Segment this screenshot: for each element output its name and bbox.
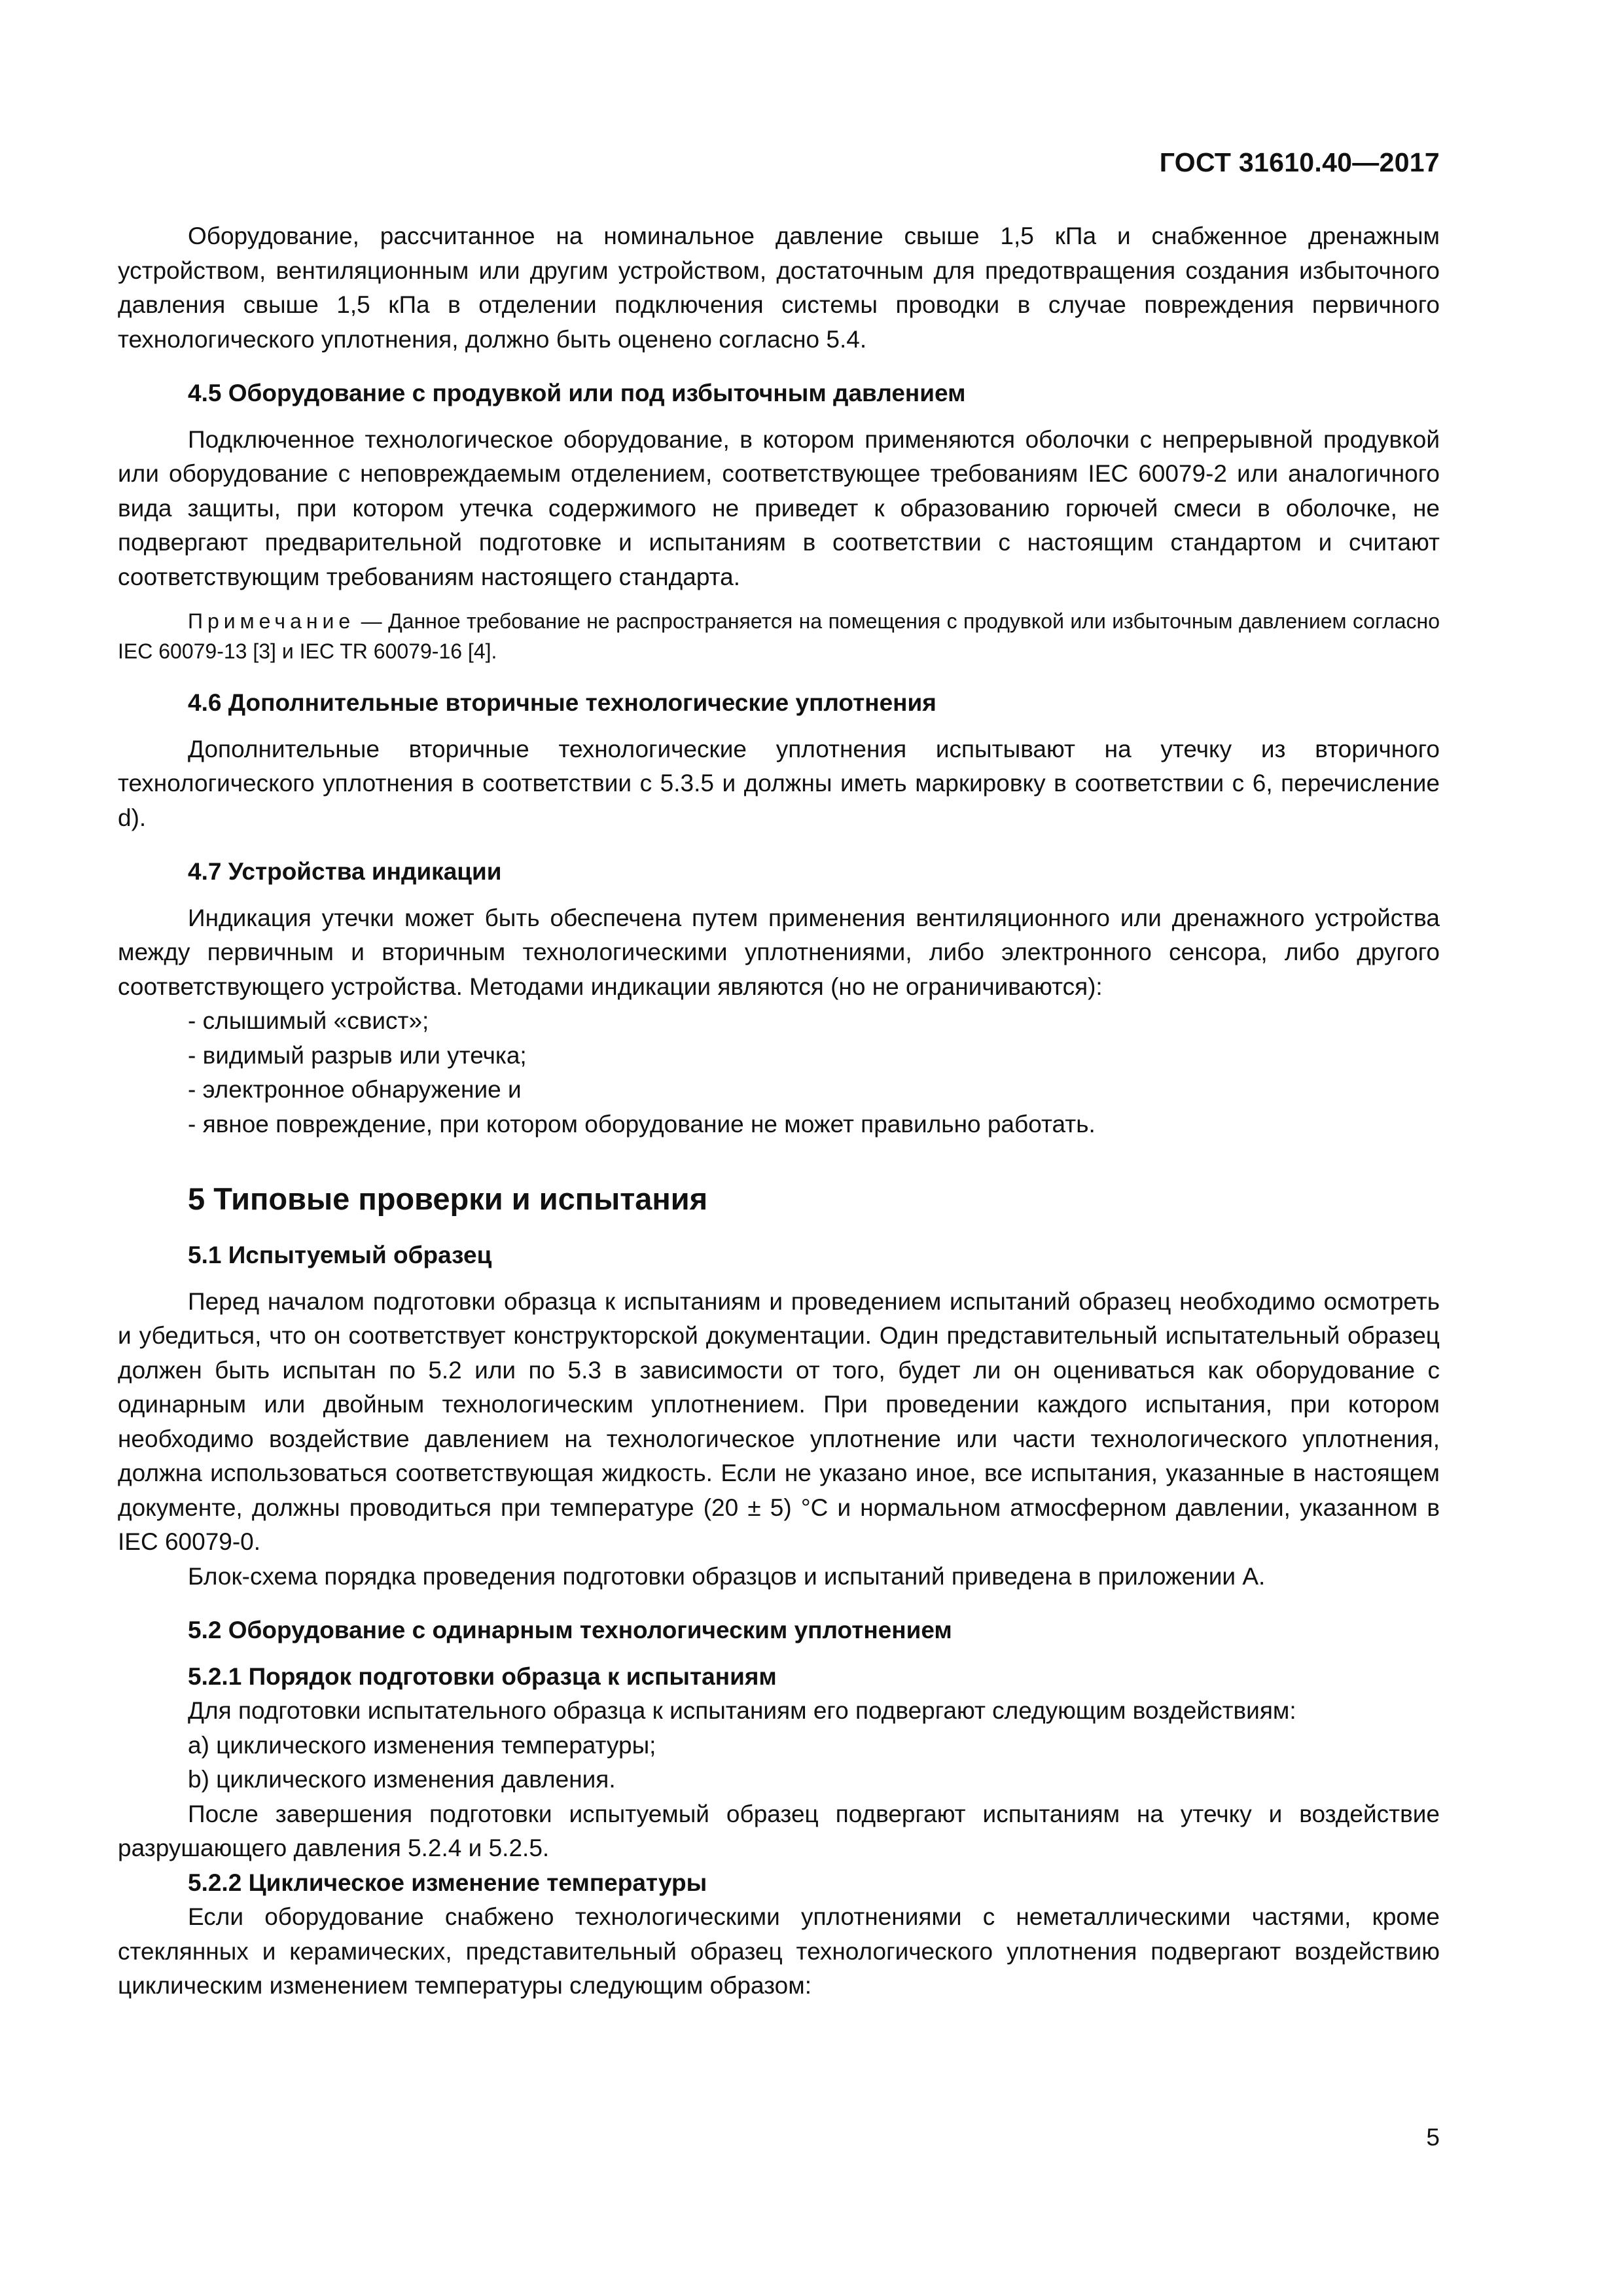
section-5-heading: 5 Типовые проверки и испытания bbox=[188, 1181, 708, 1216]
section-5-2-heading: 5.2 Оборудование с одинарным технологическим уплотнением bbox=[188, 1617, 952, 1643]
intro-paragraph: Оборудование, рассчитанное на номинальное давление свыше 1,5 кПа и снабженное дренажным устройством, вентиляционным или другим устройством, достаточным для предотвращения создания избыточного давления свыше 1,5 кПа в отделении подключения системы проводки в случае повреждения первичного технологического уплотнения, должно быть оценено согласно 5.4. bbox=[118, 223, 1440, 353]
section-4-5-note bbox=[118, 606, 1440, 666]
list-item: b) циклического изменения давления. bbox=[188, 1766, 616, 1793]
list-item: - видимый разрыв или утечка; bbox=[188, 1039, 1440, 1073]
section-4-5-heading: 4.5 Оборудование с продувкой или под избыточным давлением bbox=[188, 380, 966, 406]
section-4-6-heading: 4.6 Дополнительные вторичные технологические уплотнения bbox=[188, 689, 936, 716]
section-5-2-1-heading: 5.2.1 Порядок подготовки образца к испытаниям bbox=[188, 1662, 777, 1690]
section-5-2-2-paragraph: Если оборудование снабжено технологическими уплотнениями с неметаллическими частями, кроме стеклянных и керамических, представительный образец технологического уплотнения подвергают воздействию циклическим изменением температуры следующим образом: bbox=[118, 1903, 1440, 1999]
section-4-6-paragraph: Дополнительные вторичные технологические уплотнения испытывают на утечку из вторичного технологического уплотнения в соответствии с 5.3.5 и должны иметь маркировку в соответствии с 6, перечисление d). bbox=[118, 735, 1440, 831]
section-4-7-heading: 4.7 Устройства индикации bbox=[188, 858, 502, 885]
spacer bbox=[118, 1594, 1440, 1613]
section-4-5-paragraph: Подключенное технологическое оборудование, в котором применяются оболочки с непрерывной продувкой или оборудование с неповреждаемым отделением, соответствующее требованиям IEC 60079-2 или аналогичного вида защиты, при котором утечка содержимого не приведет к образованию горючей смеси в оболочке, не подвергают предварительной подготовке и испытаниям в соответствии с настоящим стандартом и считают соответствующим требованиям настоящего стандарта. bbox=[118, 425, 1440, 590]
spacer bbox=[118, 411, 1440, 423]
spacer bbox=[118, 1141, 1440, 1179]
note-label: Примечание bbox=[188, 609, 355, 633]
spacer bbox=[118, 835, 1440, 855]
list-item: - электронное обнаружение и bbox=[188, 1073, 1440, 1107]
section-5-1-paragraph: Перед началом подготовки образца к испытаниям и проведением испытаний образец необходимо осмотреть и убедиться, что он соответствует конструкторской документации. Один представительный испытательный образец должен быть испытан по 5.2 или по 5.3 в зависимости от того, будет ли он оцениваться как оборудование с одинарным или двойным технологическим уплотнением. При проведении каждого испытания, при котором необходимо воздействие давлением на технологическое уплотнение или части технологического уплотнения, должна использоваться соответствующая жидкость. Если не указано иное, все испытания, указанные в настоящем документе, должны проводиться при температуре (20 ± 5) °С и нормальном атмосферном давлении, указанном в IEC 60079-0. bbox=[118, 1287, 1440, 1555]
section-4-7-paragraph: Индикация утечки может быть обеспечена путем применения вентиляционного или дренажного устройства между первичным и вторичным технологическими уплотнениями, либо электронного сенсора, либо другого соответствующего устройства. Методами индикации являются (но не ограничиваются): bbox=[118, 904, 1440, 1000]
note-text: — Данное требование не распространяется на помещения с продувкой или избыточным давлением согласно IEC 60079-13 [3] и IEC TR 60079-16 [4]. bbox=[118, 609, 1440, 663]
indication-methods-list bbox=[118, 1004, 1440, 1141]
spacer bbox=[118, 666, 1440, 686]
section-5-2-2-heading: 5.2.2 Циклическое изменение температуры bbox=[188, 1869, 707, 1896]
list-item: - слышимый «свист»; bbox=[188, 1004, 1440, 1039]
section-5-2-1-paragraph: После завершения подготовки испытуемый образец подвергают испытаниям на утечку и воздействие разрушающего давления 5.2.4 и 5.2.5. bbox=[118, 1800, 1440, 1861]
section-5-1-paragraph: Блок-схема порядка проведения подготовки образцов и испытаний приведена в приложении А. bbox=[188, 1562, 1266, 1590]
spacer bbox=[118, 721, 1440, 732]
document-body bbox=[118, 219, 1440, 2003]
spacer bbox=[118, 1273, 1440, 1285]
section-5-1-heading: 5.1 Испытуемый образец bbox=[188, 1242, 492, 1268]
spacer bbox=[118, 594, 1440, 606]
document-code: ГОСТ 31610.40—2017 bbox=[1159, 147, 1440, 177]
spacer bbox=[118, 1219, 1440, 1238]
section-5-2-1-paragraph: Для подготовки испытательного образца к испытаниям его подвергают следующим воздействиям: bbox=[188, 1697, 1296, 1724]
list-item: - явное повреждение, при котором оборудование не может правильно работать. bbox=[188, 1107, 1440, 1142]
spacer bbox=[118, 889, 1440, 901]
spacer bbox=[118, 1648, 1440, 1660]
spacer bbox=[118, 357, 1440, 376]
page-number: 5 bbox=[1426, 2124, 1440, 2151]
list-item: a) циклического изменения температуры; bbox=[188, 1731, 656, 1759]
